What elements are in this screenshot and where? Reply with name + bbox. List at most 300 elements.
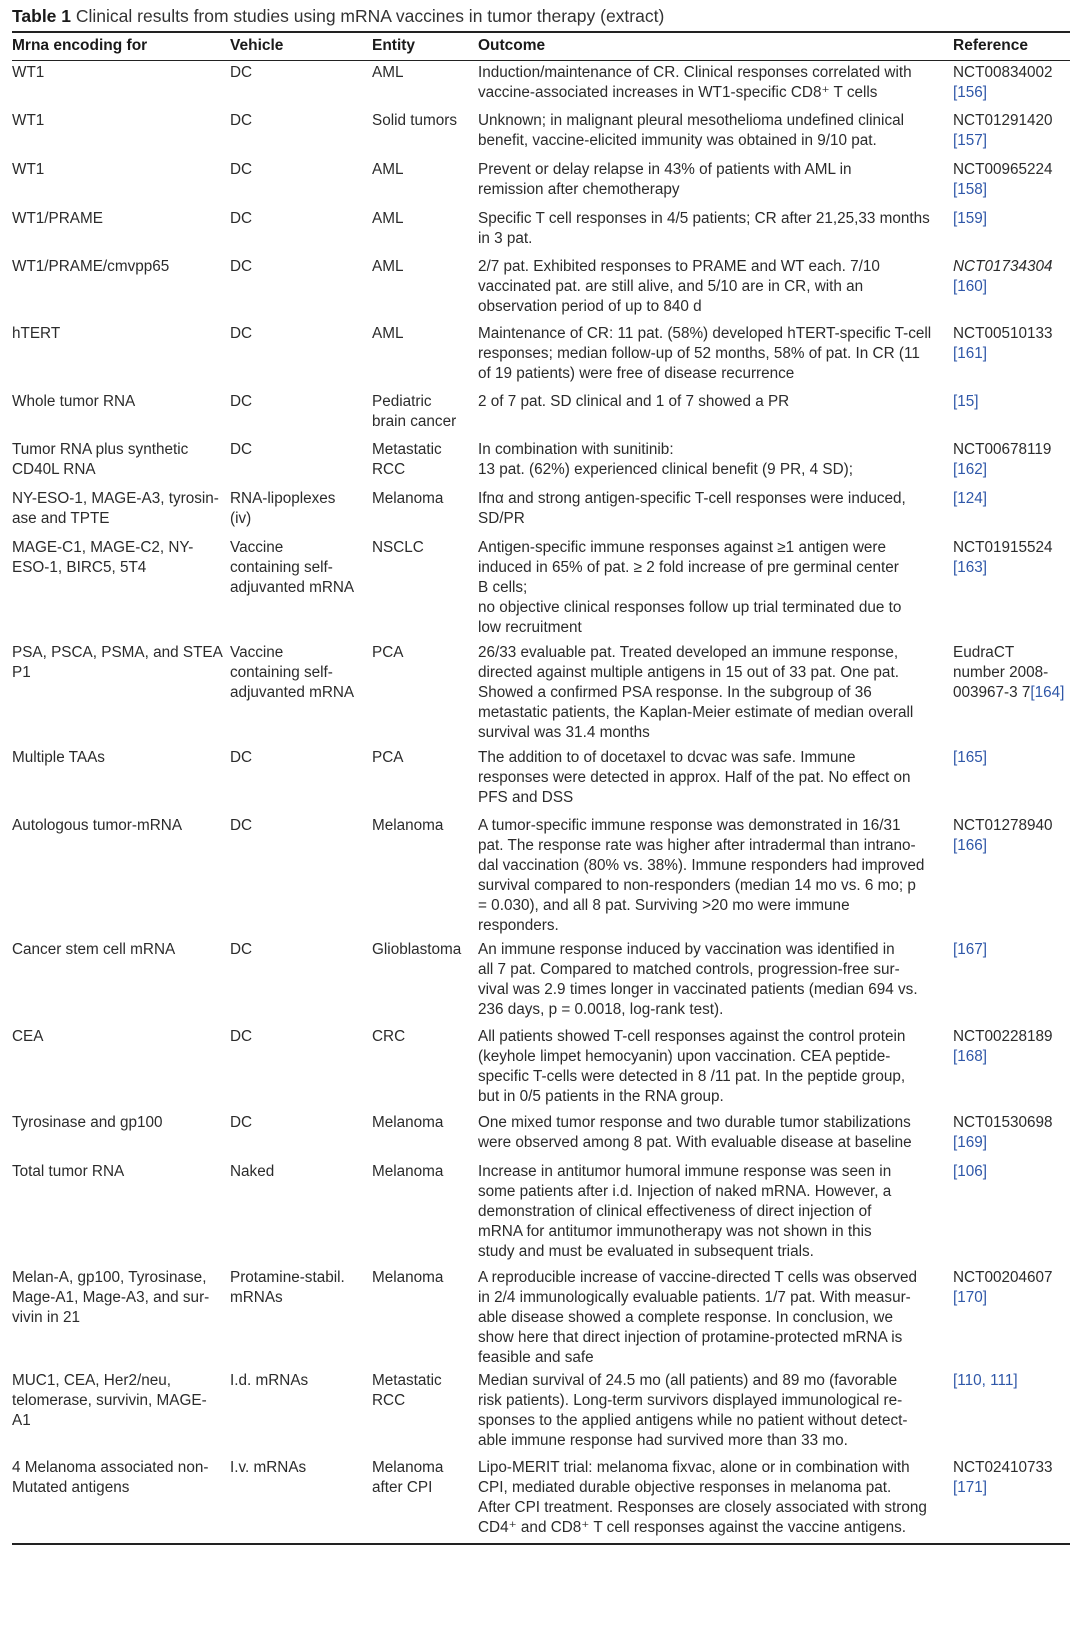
mrna-encoding-text: P1 (12, 663, 31, 681)
entity-text: Metastatic (372, 1371, 442, 1389)
cell-reference (953, 1111, 1070, 1160)
trial-id: NCT00228189 (953, 1027, 1053, 1045)
cell-entity (372, 1456, 478, 1544)
cell-reference (953, 1456, 1070, 1544)
mrna-encoding-text: Tyrosinase and gp100 (12, 1113, 163, 1131)
table-row (12, 1111, 1070, 1160)
citation-link[interactable]: [156] (953, 84, 988, 101)
trial-id: NCT01291420 (953, 111, 1053, 129)
vehicle-text: DC (230, 440, 253, 458)
cell-mrna-encoding (12, 1369, 230, 1456)
citation-link[interactable]: [167] (953, 940, 988, 958)
cell-entity (372, 207, 478, 255)
mrna-encoding-text: CEA (12, 1027, 44, 1045)
entity-text: PCA (372, 748, 404, 766)
mrna-encoding-text: hTERT (12, 324, 61, 342)
outcome-text: An immune response induced by vaccination was identified in (478, 940, 895, 958)
trial-id: NCT01734304 (953, 257, 1053, 275)
mrna-encoding-text: Whole tumor RNA (12, 392, 136, 410)
citation-link[interactable]: [170] (953, 1288, 988, 1306)
cell-vehicle (230, 1456, 372, 1544)
outcome-text: some patients after i.d. Injection of naked mRNA. However, a (478, 1182, 892, 1200)
outcome-text: demonstration of clinical effectiveness of direct injection of (478, 1202, 872, 1220)
cell-mrna-encoding (12, 536, 230, 641)
mrna-encoding-text: Melan-A, gp100, Tyrosinase, (12, 1268, 207, 1286)
trial-id: NCT00510133 (953, 324, 1053, 342)
outcome-text: Increase in antitumor humoral immune response was seen in (478, 1162, 892, 1180)
outcome-text: Median survival of 24.5 mo (all patients) and 89 mo (favorable (478, 1371, 898, 1389)
vehicle-text: I.v. mRNAs (230, 1458, 307, 1476)
table-row (12, 1160, 1070, 1266)
outcome-text: SD/PR (478, 509, 525, 527)
outcome-text: 26/33 evaluable pat. Treated developed an immune response, (478, 643, 899, 661)
outcome-text: Showed a confirmed PSA response. In the subgroup of 36 (478, 683, 872, 701)
vehicle-text: RNA-lipoplexes (230, 489, 336, 507)
cell-vehicle (230, 1160, 372, 1266)
header-outcome: Outcome (478, 32, 953, 61)
entity-text: Metastatic (372, 440, 442, 458)
outcome-text: All patients showed T-cell responses against the control protein (478, 1027, 906, 1045)
cell-entity (372, 390, 478, 438)
entity-text: CRC (372, 1027, 406, 1045)
trial-id: NCT00204607 (953, 1268, 1053, 1286)
outcome-text: B cells; (478, 578, 528, 596)
outcome-text: survival compared to non-responders (median 14 mo vs. 6 mo; p (478, 876, 916, 894)
mrna-encoding-text: WT1 (12, 111, 45, 129)
cell-outcome (478, 255, 953, 322)
vehicle-text: DC (230, 1027, 253, 1045)
citation-link[interactable]: [163] (953, 558, 988, 576)
vehicle-text: I.d. mRNAs (230, 1371, 309, 1389)
cell-outcome (478, 438, 953, 487)
vehicle-text: DC (230, 111, 253, 129)
cell-entity (372, 814, 478, 938)
cell-entity (372, 61, 478, 109)
cell-outcome (478, 322, 953, 390)
table-body (12, 61, 1070, 1544)
cell-reference (953, 322, 1070, 390)
cell-mrna-encoding (12, 390, 230, 438)
table-row (12, 390, 1070, 438)
cell-mrna-encoding (12, 641, 230, 746)
outcome-text: vaccinated pat. are still alive, and 5/10 are in CR, with an (478, 277, 864, 295)
outcome-text: mRNA for antitumor immunotherapy was not shown in this (478, 1222, 872, 1240)
mrna-encoding-text: Autologous tumor-mRNA (12, 816, 183, 834)
cell-outcome (478, 746, 953, 814)
cell-vehicle (230, 207, 372, 255)
entity-text: PCA (372, 643, 404, 661)
entity-text: AML (372, 324, 404, 342)
cell-vehicle (230, 61, 372, 109)
table-row (12, 207, 1070, 255)
entity-text: AML (372, 64, 404, 81)
cell-vehicle (230, 390, 372, 438)
entity-text: Melanoma (372, 816, 444, 834)
vehicle-text: DC (230, 160, 253, 178)
citation-link[interactable]: [110, 111] (953, 1371, 1018, 1389)
cell-vehicle (230, 938, 372, 1025)
mrna-encoding-text: PSA, PSCA, PSMA, and STEA (12, 643, 223, 661)
cell-reference (953, 255, 1070, 322)
cell-mrna-encoding (12, 158, 230, 207)
mrna-encoding-text: A1 (12, 1411, 31, 1429)
citation-link[interactable]: [161] (953, 344, 988, 362)
cell-entity (372, 1160, 478, 1266)
table-row (12, 438, 1070, 487)
cell-outcome (478, 938, 953, 1025)
mrna-encoding-text: 4 Melanoma associated non- (12, 1458, 209, 1476)
vehicle-text: containing self- (230, 663, 333, 681)
cell-reference (953, 814, 1070, 938)
cell-outcome (478, 1369, 953, 1456)
outcome-text: A reproducible increase of vaccine-directed T cells was observed (478, 1268, 918, 1286)
outcome-text: 13 pat. (62%) experienced clinical benefit (9 PR, 4 SD); (478, 460, 853, 478)
citation-link[interactable]: [168] (953, 1047, 988, 1065)
table-row (12, 1456, 1070, 1544)
cell-mrna-encoding (12, 61, 230, 109)
outcome-text: risk patients). Long-term survivors displayed immunological re- (478, 1391, 903, 1409)
table-row (12, 255, 1070, 322)
entity-text: Melanoma (372, 1268, 444, 1286)
cell-vehicle (230, 158, 372, 207)
mrna-encoding-text: Total tumor RNA (12, 1162, 125, 1180)
cell-reference (953, 438, 1070, 487)
outcome-text: Induction/maintenance of CR. Clinical responses correlated with (478, 64, 912, 81)
mrna-encoding-text: WT1/PRAME (12, 209, 103, 227)
cell-vehicle (230, 1025, 372, 1111)
cell-reference (953, 207, 1070, 255)
trial-id: NCT01915524 (953, 538, 1053, 556)
entity-text: Melanoma (372, 489, 444, 507)
cell-vehicle (230, 322, 372, 390)
entity-text: Melanoma (372, 1458, 444, 1476)
trial-id: EudraCT number 2008-003967-3 7 (953, 643, 1049, 701)
cell-mrna-encoding (12, 487, 230, 536)
cell-reference (953, 61, 1070, 109)
outcome-text: PFS and DSS (478, 788, 574, 806)
entity-text: brain cancer (372, 412, 457, 430)
mrna-encoding-text: Mutated antigens (12, 1478, 130, 1496)
cell-entity (372, 1266, 478, 1369)
trial-id: NCT00834002 (953, 64, 1053, 81)
outcome-text: in 2/4 immunologically evaluable patients. 1/7 pat. With measur- (478, 1288, 911, 1306)
entity-text: Glioblastoma (372, 940, 462, 958)
entity-text: after CPI (372, 1478, 433, 1496)
cell-mrna-encoding (12, 207, 230, 255)
outcome-text: sponses to the applied antigens while no patient without detect- (478, 1411, 908, 1429)
cell-entity (372, 746, 478, 814)
header-row (12, 32, 1070, 61)
citation-link[interactable]: [162] (953, 460, 988, 478)
vehicle-text: DC (230, 1113, 253, 1131)
citation-link[interactable]: [166] (953, 836, 988, 854)
trial-id: NCT01530698 (953, 1113, 1053, 1131)
outcome-text: pat. The response rate was higher after intradermal than intrano- (478, 836, 916, 854)
cell-mrna-encoding (12, 1266, 230, 1369)
mrna-encoding-text: telomerase, survivin, MAGE- (12, 1391, 207, 1409)
outcome-text: CPI, mediated durable objective responses in melanoma pat. (478, 1478, 892, 1496)
outcome-text: study and must be evaluated in subsequent trials. (478, 1242, 814, 1260)
cell-mrna-encoding (12, 746, 230, 814)
outcome-text: A tumor-specific immune response was demonstrated in 16/31 (478, 816, 901, 834)
table-row (12, 1025, 1070, 1111)
outcome-text: all 7 pat. Compared to matched controls, progression-free sur- (478, 960, 900, 978)
cell-outcome (478, 1111, 953, 1160)
vehicle-text: (iv) (230, 509, 252, 527)
header-mrna-encoding: Mrna encoding for (12, 32, 230, 61)
table-row (12, 1369, 1070, 1456)
clinical-results-table (12, 31, 1070, 1545)
citation-link[interactable]: [157] (953, 131, 988, 149)
table-row (12, 938, 1070, 1025)
entity-text: NSCLC (372, 538, 424, 556)
mrna-encoding-text: Tumor RNA plus synthetic (12, 440, 189, 458)
mrna-encoding-text: vivin in 21 (12, 1308, 81, 1326)
outcome-text: induced in 65% of pat. ≥ 2 fold increase of pre germinal center (478, 558, 899, 576)
cell-outcome (478, 61, 953, 109)
outcome-text: After CPI treatment. Responses are closely associated with strong (478, 1498, 927, 1516)
trial-id: NCT01278940 (953, 816, 1053, 834)
vehicle-text: Naked (230, 1162, 275, 1180)
outcome-text: Specific T cell responses in 4/5 patients; CR after 21,25,33 months (478, 209, 930, 227)
cell-mrna-encoding (12, 1111, 230, 1160)
cell-outcome (478, 1266, 953, 1369)
entity-text: Solid tumors (372, 111, 458, 129)
mrna-encoding-text: Cancer stem cell mRNA (12, 940, 176, 958)
cell-vehicle (230, 536, 372, 641)
cell-vehicle (230, 438, 372, 487)
outcome-text: but in 0/5 patients in the RNA group. (478, 1087, 724, 1105)
table-label: Table 1 (12, 6, 72, 26)
mrna-encoding-text: WT1 (12, 64, 45, 81)
cell-reference (953, 158, 1070, 207)
vehicle-text: DC (230, 324, 253, 342)
cell-reference (953, 1025, 1070, 1111)
mrna-encoding-text: Multiple TAAs (12, 748, 105, 766)
trial-id: NCT00965224 (953, 160, 1053, 178)
cell-entity (372, 1111, 478, 1160)
vehicle-text: DC (230, 748, 253, 766)
cell-entity (372, 109, 478, 158)
table-title: Clinical results from studies using mRNA vaccines in tumor therapy (extract) (75, 6, 665, 26)
outcome-text: dal vaccination (80% vs. 38%). Immune responders had improved (478, 856, 925, 874)
table-row (12, 158, 1070, 207)
cell-mrna-encoding (12, 1025, 230, 1111)
citation-link[interactable]: [106] (953, 1162, 988, 1180)
table-row (12, 1266, 1070, 1369)
cell-entity (372, 1025, 478, 1111)
entity-text: AML (372, 257, 404, 275)
mrna-encoding-text: NY-ESO-1, MAGE-A3, tyrosin- (12, 489, 219, 507)
outcome-text: responders. (478, 916, 559, 934)
vehicle-text: DC (230, 392, 253, 410)
citation-link[interactable]: [158] (953, 180, 988, 198)
outcome-text: Prevent or delay relapse in 43% of patients with AML in (478, 160, 852, 178)
citation-link[interactable]: [169] (953, 1133, 988, 1151)
outcome-text: of 19 patients) were free of disease recurrence (478, 364, 795, 382)
cell-reference (953, 641, 1070, 746)
cell-vehicle (230, 487, 372, 536)
cell-vehicle (230, 109, 372, 158)
vehicle-text: adjuvanted mRNA (230, 683, 355, 701)
table-row (12, 487, 1070, 536)
outcome-text: One mixed tumor response and two durable tumor stabilizations (478, 1113, 911, 1131)
cell-mrna-encoding (12, 938, 230, 1025)
mrna-encoding-text: MUC1, CEA, Her2/neu, (12, 1371, 171, 1389)
cell-mrna-encoding (12, 255, 230, 322)
mrna-encoding-text: WT1/PRAME/cmvpp65 (12, 257, 170, 275)
cell-reference (953, 109, 1070, 158)
cell-vehicle (230, 1111, 372, 1160)
mrna-encoding-text: CD40L RNA (12, 460, 96, 478)
outcome-text: 2 of 7 pat. SD clinical and 1 of 7 showed a PR (478, 392, 790, 410)
entity-text: AML (372, 160, 404, 178)
outcome-text: benefit, vaccine-elicited immunity was obtained in 9/10 pat. (478, 131, 877, 149)
cell-outcome (478, 641, 953, 746)
cell-outcome (478, 158, 953, 207)
outcome-text: in 3 pat. (478, 229, 533, 247)
outcome-text: able immune response had survived more than 33 mo. (478, 1431, 848, 1449)
citation-link[interactable]: [124] (953, 489, 988, 507)
cell-entity (372, 322, 478, 390)
cell-mrna-encoding (12, 322, 230, 390)
vehicle-text: DC (230, 209, 253, 227)
cell-reference (953, 390, 1070, 438)
header-entity: Entity (372, 32, 478, 61)
citation-link[interactable]: [160] (953, 277, 988, 295)
vehicle-text: mRNAs (230, 1288, 283, 1306)
outcome-text: 236 days, p = 0.0018, log-rank test). (478, 1000, 724, 1018)
cell-reference (953, 1160, 1070, 1266)
outcome-text: 2/7 pat. Exhibited responses to PRAME and WT each. 7/10 (478, 257, 880, 275)
outcome-text: (keyhole limpet hemocyanin) upon vaccination. CEA peptide- (478, 1047, 891, 1065)
outcome-text: = 0.030), and all 8 pat. Surviving >20 mo were immune (478, 896, 850, 914)
table-row (12, 322, 1070, 390)
table-row (12, 641, 1070, 746)
citation-link[interactable]: [15] (953, 392, 979, 410)
outcome-text: no objective clinical responses follow up trial terminated due to (478, 598, 902, 616)
cell-mrna-encoding (12, 1160, 230, 1266)
citation-link[interactable]: [165] (953, 748, 988, 766)
cell-mrna-encoding (12, 109, 230, 158)
cell-outcome (478, 536, 953, 641)
cell-mrna-encoding (12, 1456, 230, 1544)
mrna-encoding-text: MAGE-C1, MAGE-C2, NY- (12, 538, 194, 556)
table-row (12, 814, 1070, 938)
cell-vehicle (230, 1369, 372, 1456)
entity-text: Melanoma (372, 1113, 444, 1131)
outcome-text: responses were detected in approx. Half of the pat. No effect on (478, 768, 911, 786)
cell-outcome (478, 109, 953, 158)
cell-vehicle (230, 746, 372, 814)
citation-link[interactable]: [159] (953, 209, 988, 227)
outcome-text: Maintenance of CR: 11 pat. (58%) developed hTERT-specific T-cell (478, 324, 932, 342)
cell-vehicle (230, 641, 372, 746)
table-row (12, 536, 1070, 641)
cell-entity (372, 438, 478, 487)
outcome-text: Ifnα and strong antigen-specific T-cell responses were induced, (478, 489, 906, 507)
vehicle-text: Protamine-stabil. (230, 1268, 345, 1286)
outcome-text: Unknown; in malignant pleural mesothelioma undefined clinical (478, 111, 905, 129)
cell-outcome (478, 487, 953, 536)
table-row (12, 61, 1070, 109)
cell-outcome (478, 207, 953, 255)
outcome-text: show here that direct injection of protamine-protected mRNA is (478, 1328, 903, 1346)
cell-outcome (478, 390, 953, 438)
cell-reference (953, 487, 1070, 536)
outcome-text: CD4⁺ and CD8⁺ T cell responses against the vaccine antigens. (478, 1518, 906, 1536)
vehicle-text: DC (230, 257, 253, 275)
outcome-text: observation period of up to 840 d (478, 297, 702, 315)
cell-entity (372, 641, 478, 746)
outcome-text: vaccine-associated increases in WT1-specific CD8⁺ T cells (478, 84, 878, 101)
cell-reference (953, 938, 1070, 1025)
citation-link[interactable]: [164] (1030, 683, 1065, 701)
outcome-text: vival was 2.9 times longer in vaccinated patients (median 694 vs. (478, 980, 918, 998)
cell-reference (953, 536, 1070, 641)
cell-vehicle (230, 1266, 372, 1369)
vehicle-text: containing self- (230, 558, 333, 576)
citation-link[interactable]: [171] (953, 1478, 988, 1496)
outcome-text: specific T-cells were detected in 8 /11 pat. In the peptide group, (478, 1067, 906, 1085)
entity-text: Melanoma (372, 1162, 444, 1180)
cell-outcome (478, 814, 953, 938)
vehicle-text: DC (230, 64, 253, 81)
outcome-text: responses; median follow-up of 52 months, 58% of pat. In CR (11 (478, 344, 920, 362)
cell-entity (372, 1369, 478, 1456)
mrna-encoding-text: WT1 (12, 160, 45, 178)
cell-mrna-encoding (12, 438, 230, 487)
mrna-encoding-text: Mage-A1, Mage-A3, and sur- (12, 1288, 210, 1306)
cell-reference (953, 1266, 1070, 1369)
vehicle-text: DC (230, 816, 253, 834)
entity-text: AML (372, 209, 404, 227)
outcome-text: able disease showed a complete response. In conclusion, we (478, 1308, 893, 1326)
outcome-text: low recruitment (478, 618, 582, 636)
outcome-text: In combination with sunitinib: (478, 440, 674, 458)
outcome-text: remission after chemotherapy (478, 180, 680, 198)
outcome-text: feasible and safe (478, 1348, 594, 1366)
cell-vehicle (230, 255, 372, 322)
outcome-text: The addition to of docetaxel to dcvac was safe. Immune (478, 748, 856, 766)
outcome-text: directed against multiple antigens in 15 out of 33 pat. One pat. (478, 663, 899, 681)
cell-outcome (478, 1025, 953, 1111)
header-vehicle: Vehicle (230, 32, 372, 61)
mrna-encoding-text: ESO-1, BIRC5, 5T4 (12, 558, 147, 576)
table-row (12, 109, 1070, 158)
outcome-text: metastatic patients, the Kaplan-Meier estimate of median overall (478, 703, 914, 721)
vehicle-text: DC (230, 940, 253, 958)
entity-text: RCC (372, 1391, 406, 1409)
cell-mrna-encoding (12, 814, 230, 938)
vehicle-text: adjuvanted mRNA (230, 578, 355, 596)
cell-entity (372, 255, 478, 322)
entity-text: Pediatric (372, 392, 432, 410)
entity-text: RCC (372, 460, 406, 478)
cell-entity (372, 158, 478, 207)
outcome-text: were observed among 8 pat. With evaluable disease at baseline (478, 1133, 912, 1151)
header-reference: Reference (953, 32, 1070, 61)
cell-entity (372, 487, 478, 536)
cell-entity (372, 938, 478, 1025)
trial-id: NCT00678119 (953, 440, 1052, 458)
vehicle-text: Vaccine (230, 538, 284, 556)
cell-vehicle (230, 814, 372, 938)
mrna-encoding-text: ase and TPTE (12, 509, 110, 527)
vehicle-text: Vaccine (230, 643, 284, 661)
cell-reference (953, 1369, 1070, 1456)
outcome-text: survival was 31.4 months (478, 723, 650, 741)
